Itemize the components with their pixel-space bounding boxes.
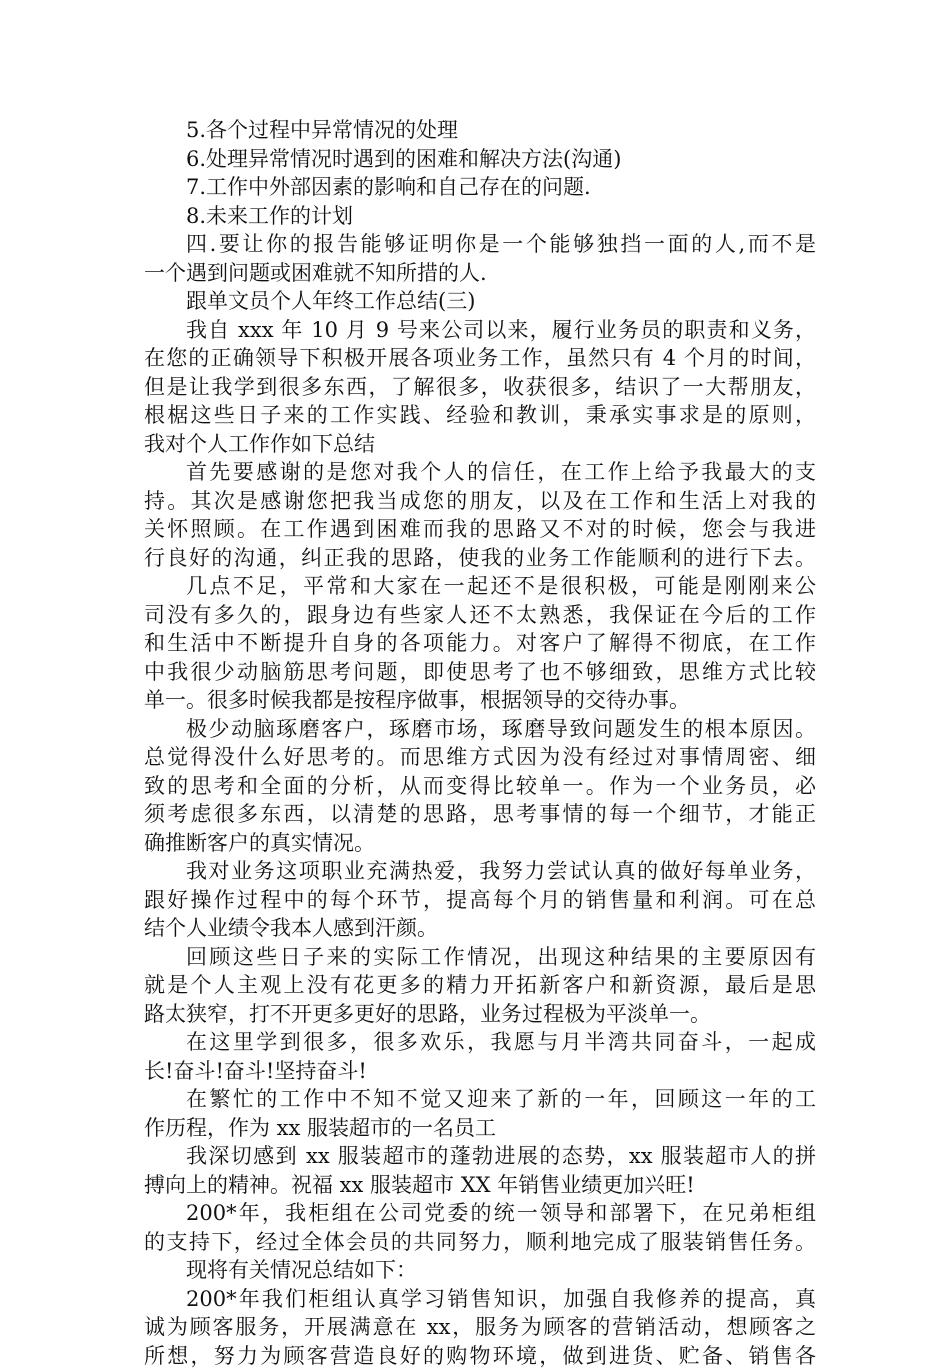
text-line: 的支持下，经过全体会员的共同努力，顺利地完成了服装销售任务。 (144, 1228, 816, 1257)
text-line: 诚为顾客服务，开展满意在 xx，服务为顾客的营销活动，想顾客之 (144, 1313, 816, 1342)
text-line: 关怀照顾。在工作遇到困难而我的思路又不对的时候，您会与我进 (144, 515, 816, 544)
text-line: 5.各个过程中异常情况的处理 (144, 116, 816, 145)
text-line: 我深切感到 xx 服装超市的蓬勃进展的态势，xx 服装超市人的拼 (144, 1142, 816, 1171)
text-line: 中我很少动脑筋思考问题，即使思考了也不够细致，思维方式比较 (144, 658, 816, 687)
text-line: 司没有多久的，跟身边有些家人还不太熟悉，我保证在今后的工作 (144, 601, 816, 630)
text-line: 我对个人工作作如下总结 (144, 430, 816, 459)
text-line: 极少动脑琢磨客户，琢磨市场，琢磨导致问题发生的根本原因。 (144, 715, 816, 744)
text-line: 和生活中不断提升自身的各项能力。对客户了解得不彻底，在工作 (144, 629, 816, 658)
text-line: 7.工作中外部因素的影响和自己存在的问题. (144, 173, 816, 202)
text-line: 跟单文员个人年终工作总结(三) (144, 287, 816, 316)
text-line: 6.处理异常情况时遇到的困难和解决方法(沟通) (144, 145, 816, 174)
text-line: 总觉得没什么好思考的。而思维方式因为没有经过对事情周密、细 (144, 743, 816, 772)
text-line: 在繁忙的工作中不知不觉又迎来了新的一年，回顾这一年的工 (144, 1085, 816, 1114)
text-line: 作历程，作为 xx 服装超市的一名员工 (144, 1114, 816, 1143)
document-page (144, 116, 816, 1370)
text-line: 回顾这些日子来的实际工作情况，出现这种结果的主要原因有 (144, 943, 816, 972)
text-line: 首先要感谢的是您对我个人的信任，在工作上给予我最大的支 (144, 458, 816, 487)
text-line: 在您的正确领导下积极开展各项业务工作，虽然只有 4 个月的时间， (144, 344, 816, 373)
text-line: 搏向上的精神。祝福 xx 服装超市 XX 年销售业绩更加兴旺! (144, 1171, 816, 1200)
text-line: 根椐这些日子来的工作实践、经验和教训，秉承实事求是的原则， (144, 401, 816, 430)
text-line: 但是让我学到很多东西，了解很多，收获很多，结识了一大帮朋友， (144, 373, 816, 402)
text-line: 200*年，我柜组在公司党委的统一领导和部署下，在兄弟柜组 (144, 1199, 816, 1228)
text-line: 我对业务这项职业充满热爱，我努力尝试认真的做好每单业务， (144, 857, 816, 886)
text-line: 在这里学到很多，很多欢乐，我愿与月半湾共同奋斗，一起成 (144, 1028, 816, 1057)
text-line: 路太狭窄，打不开更多更好的思路，业务过程极为平淡单一。 (144, 1000, 816, 1029)
text-line: 几点不足，平常和大家在一起还不是很积极，可能是刚刚来公 (144, 572, 816, 601)
text-line: 我自 xxx 年 10 月 9 号来公司以来，履行业务员的职责和义务， (144, 316, 816, 345)
text-line: 致的思考和全面的分析，从而变得比较单一。作为一个业务员，必 (144, 772, 816, 801)
text-line: 现将有关情况总结如下： (144, 1256, 816, 1285)
text-line: 8.未来工作的计划 (144, 202, 816, 231)
text-line: 长!奋斗!奋斗!坚持奋斗! (144, 1057, 816, 1086)
text-line: 跟好操作过程中的每个环节，提高每个月的销售量和利润。可在总 (144, 886, 816, 915)
text-line: 所想，努力为顾客营造良好的购物环境，做到进货、贮备、销售各 (144, 1342, 816, 1370)
text-line: 一个遇到问题或困难就不知所措的人. (144, 259, 816, 288)
text-line: 单一。很多时候我都是按程序做事，根据领导的交待办事。 (144, 686, 816, 715)
text-line: 须考虑很多东西，以清楚的思路，思考事情的每一个细节，才能正 (144, 800, 816, 829)
text-line: 行良好的沟通，纠正我的思路，使我的业务工作能顺利的进行下去。 (144, 544, 816, 573)
text-line: 就是个人主观上没有花更多的精力开拓新客户和新资源，最后是思 (144, 971, 816, 1000)
text-line: 四.要让你的报告能够证明你是一个能够独挡一面的人,而不是 (144, 230, 816, 259)
text-line: 确推断客户的真实情况。 (144, 829, 816, 858)
text-line: 持。其次是感谢您把我当成您的朋友，以及在工作和生活上对我的 (144, 487, 816, 516)
text-line: 200*年我们柜组认真学习销售知识，加强自我修养的提高，真 (144, 1285, 816, 1314)
text-line: 结个人业绩令我本人感到汗颜。 (144, 914, 816, 943)
